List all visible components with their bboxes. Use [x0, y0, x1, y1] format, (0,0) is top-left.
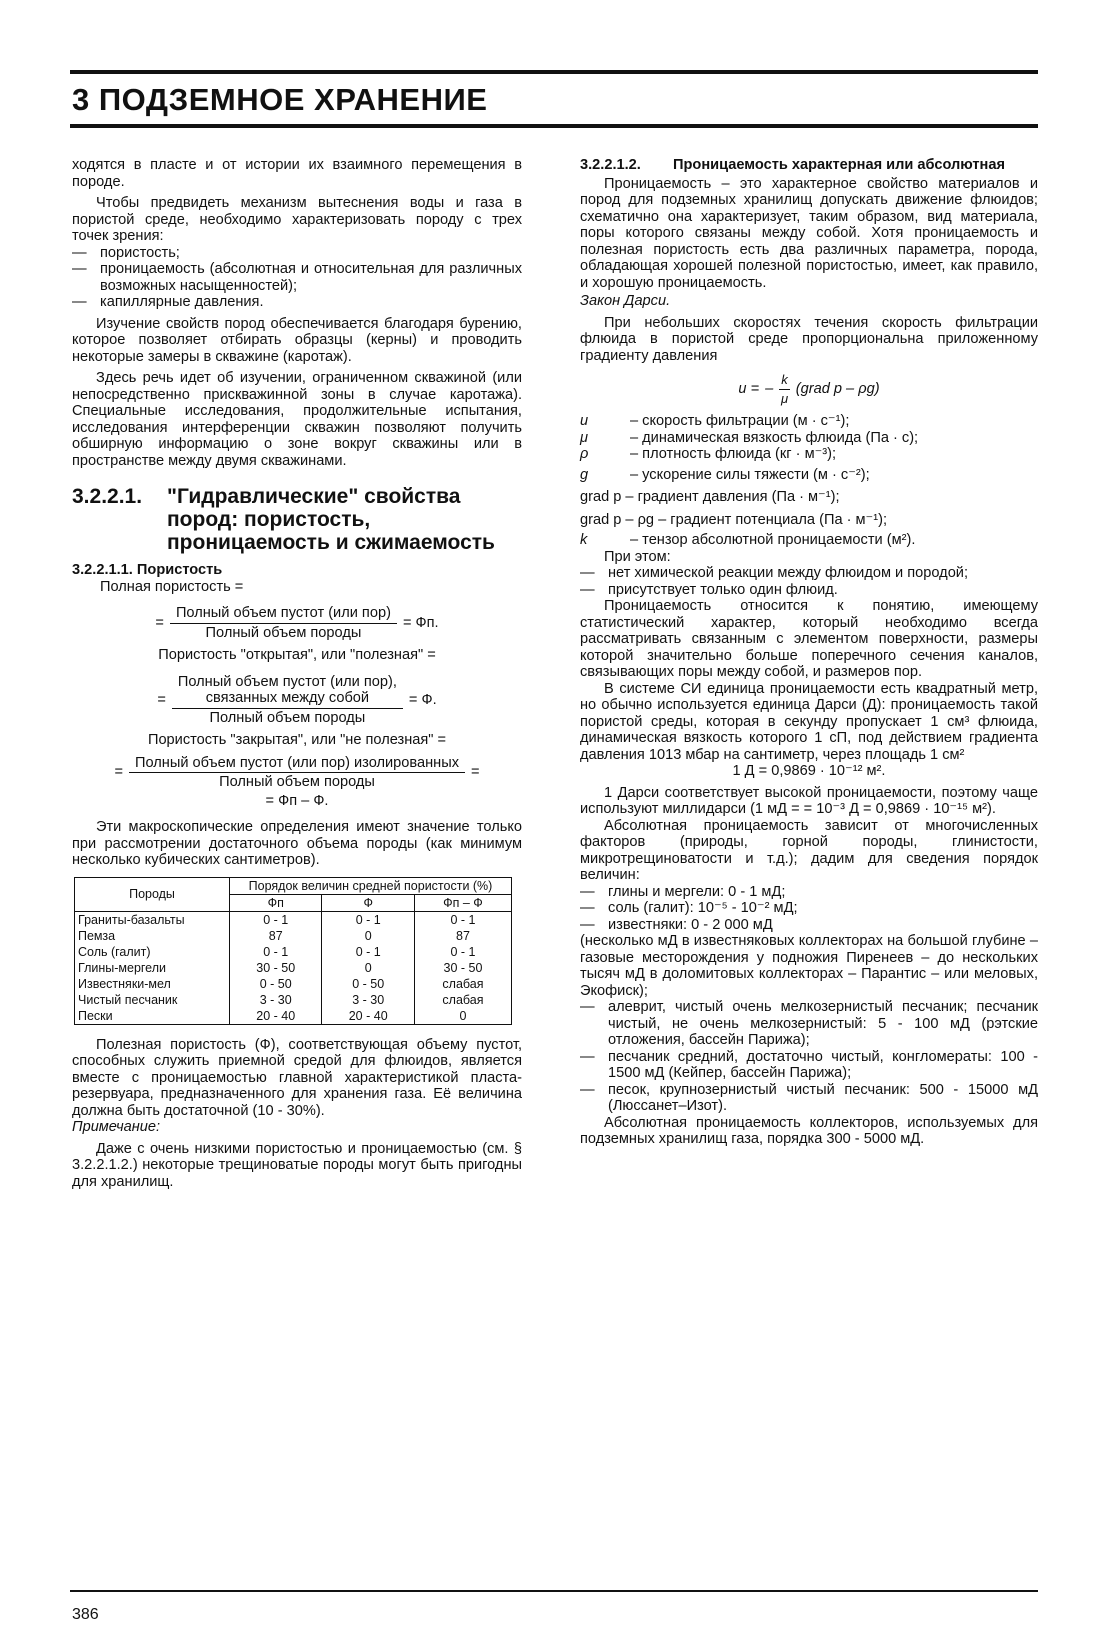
paragraph: Полезная пористость (Ф), соответствующая объему пустот, способных служить приемной средой для флюидов, является вместе с проницаемостью главной характеристикой пласта-резервуара, предназначенного для хранения газа. Её величина должна быть достаточной (10 - 30%). [72, 1036, 522, 1119]
formula-result: = Фп – Ф. [265, 792, 329, 809]
list-item: — алеврит, чистый очень мелкозернистый песчаник; песчаник чистый, не очень мелкозернистый: 5 - 100 мД (рэтские отложения, бассейн Парижа); [580, 999, 1038, 1048]
table-row: Глины-мергели 30 - 50 0 30 - 50 [75, 960, 512, 976]
list-item: — песок, крупнозернистый чистый песчаник: 500 - 15000 мД (Люссанет–Изот). [580, 1081, 1038, 1114]
paragraph: Проницаемость – это характерное свойство материалов и пород для подземных хранилищ допускать движение флюидов; схематично она характеризует, таким образом, вид материала, поры которого связаны между собой. Хотя проницаемость и полезная пористость есть два различных параметра, порода, обладающая хорошей полезной пористостью, имеет, как правило, и хорошую проницаемость. [580, 175, 1038, 291]
table-header: Ф [322, 894, 414, 911]
paragraph: Абсолютная проницаемость коллекторов, используемых для подземных хранилищ газа, порядка 300 - 5000 мД. [580, 1114, 1038, 1147]
formula-closed-porosity: = $\frac{\text{Полный объем пустот (или пор) изолированных}}{\text{Полный объем породы}}$ = [114, 754, 480, 790]
subsection-heading: 3.2.2.1.1. Пористость [72, 562, 223, 578]
page-number: 386 [72, 1606, 99, 1623]
formula-label: Пористость "закрытая", или "не полезная" = [147, 732, 447, 748]
list-item: — соль (галит): 10⁻⁵ - 10⁻² мД; [580, 900, 798, 916]
paragraph: Здесь речь идет об изучении, ограниченном скважиной (или непосредственно прискважинной зоны в случае каротажа). Специальные исследования, продолжительные испытания, исследования интерференции скважин позволяют получить обширную информацию о зоне вокруг скважины или в пространстве между двумя скважинами. [72, 370, 522, 469]
list-item: — проницаемость (абсолютная и относительная для различных возможных насыщенностей); [72, 261, 522, 294]
formula-label: Полная пористость = [100, 578, 244, 595]
table-row: Известняки-мел 0 - 50 0 - 50 слабая [75, 976, 512, 992]
paragraph: При небольших скоростях течения скорость фильтрации флюида в пористой среде пропорциональна приложенному градиенту давления [580, 314, 1038, 364]
list-item: — присутствует только один флюид. [580, 581, 838, 598]
table-row: Пески 20 - 40 20 - 40 0 [75, 1008, 512, 1025]
note-label: Примечание: [72, 1119, 161, 1135]
paragraph: ходятся в пласте и от истории их взаимного перемещения в породе. [72, 157, 522, 190]
paragraph: (несколько мД в известняковых коллекторах на большой глубине – газовые месторождения у подножия Пиренеев – до нескольких тысяч мД в доломитовых коллекторах – Парантис – или меловых, Экофиск); [580, 933, 1038, 999]
table-header: Порядок величин средней пористости (%) [230, 877, 512, 894]
paragraph: Эти макроскопические определения имеют значение только при рассмотрении достаточного объема породы (как минимум несколько кубических сантиметров). [72, 819, 522, 868]
porosity-table [74, 877, 512, 1025]
darcy-unit: 1 Д = 0,9869 · 10⁻¹² м². [732, 763, 886, 779]
right-column [580, 157, 1038, 1148]
table-row: Граниты-базальты 0 - 1 0 - 1 0 - 1 [75, 911, 512, 928]
table-header: Породы [75, 877, 230, 911]
symbol-definition: ρ – плотность флюида (кг · м⁻³); [580, 446, 837, 462]
symbol-definition: u – скорость фильтрации (м · с⁻¹); [580, 413, 850, 429]
chapter-title: 3 ПОДЗЕМНОЕ ХРАНЕНИЕ [72, 82, 488, 117]
table-header: Фп – Ф [414, 894, 511, 911]
table-row: Чистый песчаник 3 - 30 3 - 30 слабая [75, 992, 512, 1008]
symbol-definition: k – тензор абсолютной проницаемости (м²). [580, 532, 916, 548]
subsection-heading: 3.2.2.1.2. Проницаемость характерная или абсолютная [580, 157, 1005, 173]
paragraph: Даже с очень низкими пористостью и проницаемостью (см. § 3.2.2.1.2.) некоторые трещиноватые породы могут быть пригодны для хранилищ. [72, 1140, 522, 1190]
header-rule-top [70, 70, 1038, 74]
list-item: — известняки: 0 - 2 000 мД [580, 916, 773, 933]
list-item: — капиллярные давления. [72, 294, 264, 310]
section-heading: 3.2.2.1. "Гидравлические" свойства пород: пористость, проницаемость и сжимаемость [72, 485, 495, 554]
paragraph: Чтобы предвидеть механизм вытеснения воды и газа в пористой среде, необходимо характеризовать породу с трех точек зрения: [72, 195, 522, 244]
paragraph: Изучение свойств пород обеспечивается благодаря бурению, которое позволяет отбирать образцы (керны) и проводить некоторые замеры в скважине (каротаж). [72, 315, 522, 365]
symbol-definition: grad p – градиент давления (Па · м⁻¹); [580, 489, 840, 505]
table-row: Пемза 87 0 87 [75, 928, 512, 944]
symbol-definition: g – ускорение силы тяжести (м · с⁻²); [580, 466, 870, 483]
paragraph: 1 Дарси соответствует высокой проницаемости, поэтому чаще используют миллидарси (1 мД = = 10⁻³ Д = 0,9869 · 10⁻¹⁵ м²). [580, 784, 1038, 817]
formula-total-porosity: = $\frac{\text{Полный объем пустот (или пор)}}{\text{Полный объем породы}}$ = Фп. [155, 605, 439, 641]
formula-label: Пористость "открытая", или "полезная" = [158, 647, 436, 663]
paragraph: При этом: [604, 548, 671, 565]
table-header: Фп [230, 894, 322, 911]
symbol-definition: μ – динамическая вязкость флюида (Па · с); [580, 429, 919, 446]
paragraph: Проницаемость относится к понятию, имеющему статистический характер, который необходимо всегда рассматривать связанным с элементом поверхности, размеры которой значительно больше поперечного сечения каналов, связывающих поры между собой, и размеров пор. [580, 598, 1038, 680]
footer-rule [70, 1590, 1038, 1592]
formula-open-porosity: = Полный объем пустот (или пор), связанных между собой Полный объем породы = Ф. [157, 673, 437, 726]
list-item: — песчаник средний, достаточно чистый, конгломераты: 100 - 1500 мД (Кейпер, бассейн Парижа); [580, 1048, 1038, 1081]
left-column [72, 157, 522, 1190]
header-rule-bottom [70, 124, 1038, 128]
paragraph: В системе СИ единица проницаемости есть квадратный метр, но обычно используется единица Дарси (Д): проницаемость такой пористой среды, которая в секунду пропускает 1 см³ флюида, динамическая вязкость которого 1 сП, под действием градиента давления 1013 мбар на сантиметр, через площадь 1 см² [580, 680, 1038, 763]
law-label: Закон Дарси. [580, 293, 671, 309]
list-item: — нет химической реакции между флюидом и породой; [580, 565, 969, 581]
symbol-definition: grad p – ρg – градиент потенциала (Па · м⁻¹); [580, 511, 888, 528]
paragraph: Абсолютная проницаемость зависит от многочисленных факторов (природы, горной породы, глинистости, микротрещиноватости и т.д.); дадим для сведения порядок величин: [580, 817, 1038, 883]
table-row: Соль (галит) 0 - 1 0 - 1 0 - 1 [75, 944, 512, 960]
list-item: — глины и мергели: 0 - 1 мД; [580, 883, 786, 900]
list-item: — пористость; [72, 244, 180, 261]
darcy-equation: u = – $\frac{k}{\mu}$ (grad p – ρg) [738, 372, 880, 406]
